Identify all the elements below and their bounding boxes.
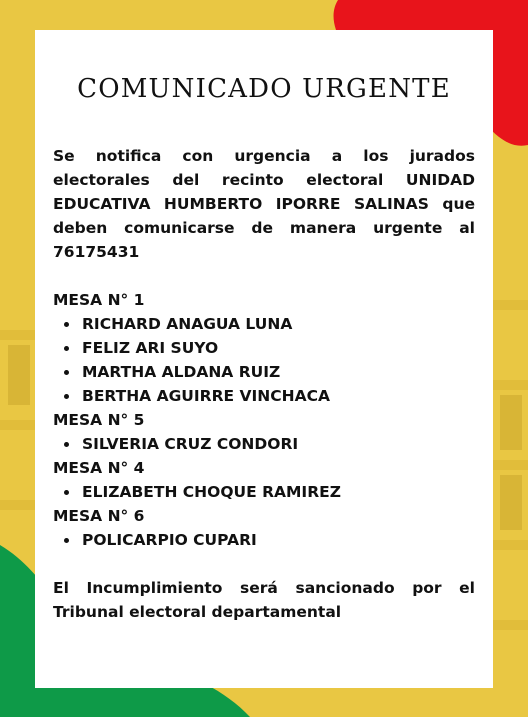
jurado-list — [53, 480, 475, 504]
notice-card — [35, 30, 493, 688]
jurado-name: RICHARD ANAGUA LUNA — [53, 312, 475, 336]
jurado-name: ELIZABETH CHOQUE RAMIREZ — [53, 480, 475, 504]
mesa-title: MESA N° 6 — [53, 507, 145, 525]
jurado-name: BERTHA AGUIRRE VINCHACA — [53, 384, 475, 408]
jurado-name: SILVERIA CRUZ CONDORI — [53, 432, 475, 456]
mesa-title: MESA N° 5 — [53, 411, 145, 429]
jurado-list — [53, 312, 475, 408]
mesa-group — [53, 288, 475, 408]
mesa-title: MESA N° 1 — [53, 291, 145, 309]
notice-intro: Se notifica con urgencia a los jurados electorales del recinto electoral UNIDAD EDUCATIVA HUMBERTO IPORRE SALINAS que deben comunicarse de manera urgente al 76175431 — [53, 147, 475, 261]
mesa-group — [53, 504, 475, 552]
mesa-group — [53, 456, 475, 504]
mesa-list — [53, 288, 475, 552]
notice-title: COMUNICADO URGENTE — [77, 74, 451, 104]
jurado-name: POLICARPIO CUPARI — [53, 528, 475, 552]
mesa-title: MESA N° 4 — [53, 459, 145, 477]
jurado-list — [53, 528, 475, 552]
jurado-name: FELIZ ARI SUYO — [53, 336, 475, 360]
mesa-group — [53, 408, 475, 456]
jurado-name: MARTHA ALDANA RUIZ — [53, 360, 475, 384]
notice-footer: El Incumplimiento será sancionado por el Tribunal electoral departamental — [53, 579, 475, 621]
jurado-list — [53, 432, 475, 456]
